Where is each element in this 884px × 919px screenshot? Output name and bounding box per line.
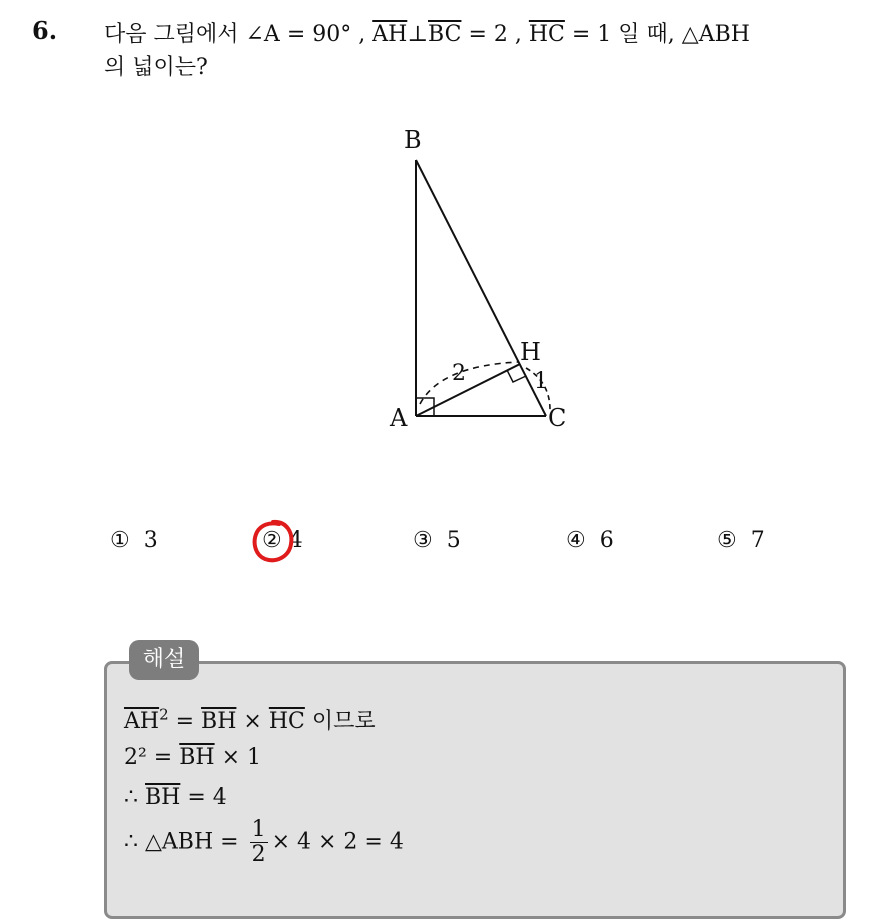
sol-bh: $\overline{BH}$ [201,709,237,734]
fraction-one-half [250,818,268,867]
sol-times: × [236,709,269,734]
label-ah-length: 2 [452,361,466,386]
question-text [104,18,874,84]
choice-4[interactable] [566,528,614,553]
question-number: 6. [32,16,58,45]
segment-bc: $\overline{BC}$ [428,22,462,47]
sol-hc: $\overline{HC}$ [268,709,305,734]
choice-1[interactable] [110,528,158,553]
question-line2: 의 넓이는? [104,55,208,80]
segment-ah: $\overline{AH}$ [372,22,408,47]
fraction-numerator: 1 [251,817,266,842]
sol-line3-tail: = 4 [180,785,227,810]
sol-line4-pre: ∴ △ABH = [124,829,246,855]
choice-5-mark: ⑤ [717,528,737,553]
solution-line-1 [124,704,376,735]
sol-line2-bh: $\overline{BH}$ [179,745,215,770]
choice-5[interactable] [717,528,765,553]
choice-3-mark: ③ [413,528,433,553]
choice-5-value: 7 [750,528,765,553]
label-b: B [404,126,422,154]
perp-symbol: ⊥ [407,22,429,47]
choice-3[interactable] [413,528,461,553]
label-hc-length: 1 [534,369,548,394]
fraction-denominator: 2 [251,842,266,867]
sol-line4-tail: × 4 × 2 = 4 [271,829,404,855]
segment-ah-line [416,364,520,416]
label-a: A [390,404,408,432]
sol-eq: = [168,709,202,734]
sol-line2-tail: × 1 [214,745,262,770]
segment-hc: $\overline{HC}$ [528,22,565,47]
choice-1-value: 3 [143,528,158,553]
choice-4-value: 6 [599,528,614,553]
solution-line-4 [124,818,404,867]
eq-hc: = 1 일 때, △ABH [564,22,750,47]
label-c: C [548,404,567,432]
sol-ah-exponent: 2 [159,705,169,724]
solution-tab: 해설 [129,640,199,680]
choice-3-value: 5 [446,528,461,553]
label-h: H [520,338,541,366]
sol-line3-bh: $\overline{BH}$ [145,785,181,810]
triangle-figure [380,120,600,440]
right-angle-a [416,398,434,416]
sol-ah: $\overline{AH}$ [124,709,160,734]
sol-line3-pre: ∴ [124,785,145,810]
question-intro: 다음 그림에서 ∠A = 90° , [104,22,366,47]
selected-answer-circle-icon [249,517,297,567]
sol-tail-1: 이므로 [304,709,376,734]
side-bc [416,160,546,416]
sol-line2-pre: 2² = [124,745,180,770]
solution-line-3 [124,785,227,810]
solution-line-2 [124,745,261,770]
choice-4-mark: ④ [566,528,586,553]
eq-ah: = 2 , [468,22,522,47]
choice-1-mark: ① [110,528,130,553]
choice-2-mark: ② [262,528,282,553]
choice-2-value: 4 [288,528,303,553]
